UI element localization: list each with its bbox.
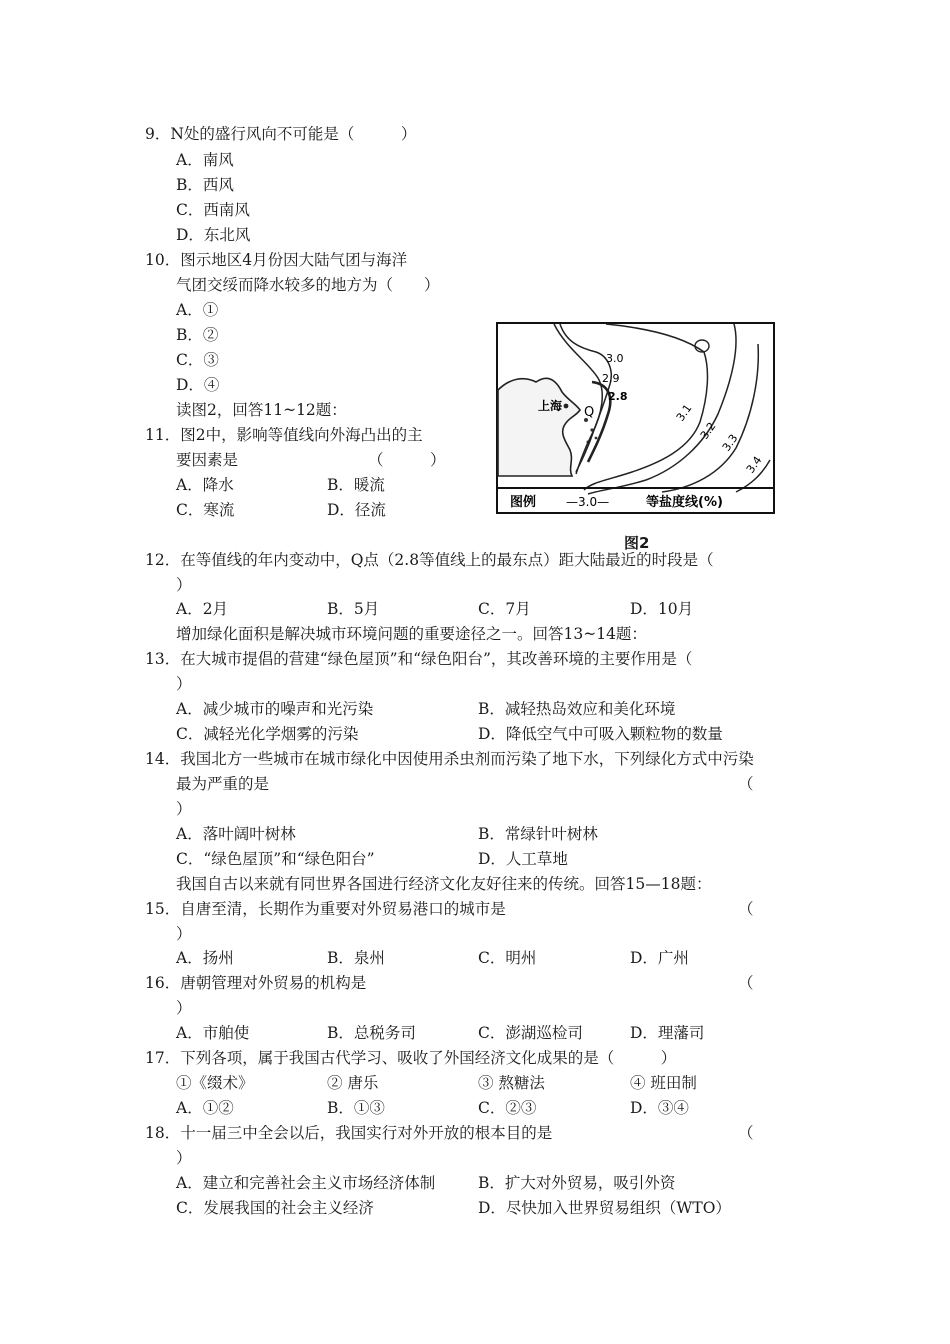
q12-option-d: D．10月: [630, 600, 694, 618]
q17-item-1: ①《缀术》: [176, 1074, 254, 1092]
q16-option-b: B．总税务司: [327, 1024, 416, 1042]
q13-close-paren: ）: [176, 675, 192, 693]
q14-option-b: B．常绿针叶树林: [478, 825, 598, 843]
q15-stem: 15．自唐至清，长期作为重要对外贸易港口的城市是: [145, 900, 506, 918]
q11-option-d: D．径流: [327, 501, 386, 519]
q16-option-c: C．澎湖巡检司: [478, 1024, 583, 1042]
q17-option-c: C．②③: [478, 1099, 537, 1117]
q9-option-d: D．东北风: [176, 226, 251, 244]
legend-sample: —3.0—: [566, 495, 610, 509]
q16-option-a: A．市舶使: [176, 1024, 250, 1042]
legend-title: 图例: [510, 495, 537, 510]
q9-option-a: A．南风: [176, 151, 234, 169]
q18-option-a: A．建立和完善社会主义市场经济体制: [176, 1174, 436, 1192]
shanghai-marker: [564, 404, 569, 409]
q11-option-b: B．暖流: [327, 476, 385, 494]
q9-stem: 9．N处的盛行风向不可能是（ ）: [145, 125, 417, 143]
q10-option-a: A．①: [176, 301, 219, 319]
q15-close-paren: ）: [176, 925, 192, 943]
q14-stem-line2: 最为严重的是: [176, 775, 270, 793]
q18-open-paren: （: [738, 1124, 754, 1142]
q13-stem: 13．在大城市提倡的营建“绿色屋顶”和“绿色阳台”，其改善环境的主要作用是（: [145, 650, 693, 668]
q15-option-d: D．广州: [630, 949, 689, 967]
q10-stem-line2: 气团交绥而降水较多的地方为（ ）: [176, 276, 440, 294]
q13-option-a: A．减少城市的噪声和光污染: [176, 700, 374, 718]
q13-option-d: D．降低空气中可吸入颗粒物的数量: [478, 725, 723, 743]
contour-label-2-8: 2.8: [608, 390, 628, 403]
contour-label-3-2: 3.2: [697, 419, 719, 442]
q17-stem: 17．下列各项，属于我国古代学习、吸收了外国经济文化成果的是（ ）: [145, 1049, 677, 1067]
q12-close-paren: ）: [176, 576, 192, 594]
contour-label-3-1: 3.1: [673, 401, 695, 424]
intro-13-14: 增加绿化面积是解决城市环境问题的重要途径之一。回答13~14题：: [176, 625, 647, 643]
q14-option-c: C．“绿色屋顶”和“绿色阳台”: [176, 850, 375, 868]
q17-option-b: B．①③: [327, 1099, 385, 1117]
q16-option-d: D．理藩司: [630, 1024, 705, 1042]
q16-open-paren: （: [738, 974, 754, 992]
q17-item-4: ④ 班田制: [630, 1074, 697, 1092]
q10-option-d: D．④: [176, 376, 220, 394]
q17-item-3: ③ 熬糖法: [478, 1074, 545, 1092]
island: [595, 437, 598, 440]
q15-open-paren: （: [738, 900, 754, 918]
q11-option-c: C．寒流: [176, 501, 235, 519]
q13-option-b: B．减轻热岛效应和美化环境: [478, 700, 676, 718]
q16-stem: 16．唐朝管理对外贸易的机构是: [145, 974, 367, 992]
intro-11-12: 读图2，回答11~12题：: [176, 401, 347, 419]
q10-option-c: C．③: [176, 351, 219, 369]
q14-option-d: D．人工草地: [478, 850, 568, 868]
q12-option-a: A．2月: [176, 600, 229, 618]
q18-option-c: C．发展我国的社会主义经济: [176, 1199, 374, 1217]
q10-stem-line1: 10．图示地区4月份因大陆气团与海洋: [145, 251, 408, 269]
q18-option-b: B．扩大对外贸易，吸引外资: [478, 1174, 676, 1192]
q16-close-paren: ）: [176, 999, 192, 1017]
q17-item-2: ② 唐乐: [327, 1074, 379, 1092]
q18-stem: 18．十一届三中全会以后，我国实行对外开放的根本目的是: [145, 1124, 553, 1142]
q14-stem-line1: 14．我国北方一些城市在城市绿化中因使用杀虫剂而污染了地下水，下列绿化方式中污染: [145, 750, 754, 768]
contour-label-3-3: 3.3: [719, 431, 741, 454]
q15-option-a: A．扬州: [176, 949, 234, 967]
q9-option-b: B．西风: [176, 176, 234, 194]
q15-option-b: B．泉州: [327, 949, 385, 967]
q11-stem-line1: 11．图2中，影响等值线向外海凸出的主: [145, 426, 423, 444]
q12-option-c: C．7月: [478, 600, 531, 618]
q11-option-a: A．降水: [176, 476, 234, 494]
q9-option-c: C．西南风: [176, 201, 250, 219]
contour-label-3-0: 3.0: [606, 352, 624, 365]
legend-text: 等盐度线(%): [646, 495, 723, 510]
q11-paren: （ ）: [368, 451, 446, 469]
q15-option-c: C．明州: [478, 949, 537, 967]
q12-option-b: B．5月: [327, 600, 380, 618]
figure-caption: 图2: [624, 534, 650, 552]
q17-option-a: A．①②: [176, 1099, 234, 1117]
q11-stem-line2: 要因素是: [176, 451, 239, 469]
q14-close-paren: ）: [176, 800, 192, 818]
salinity-contour-map: [496, 322, 775, 514]
q17-option-d: D．③④: [630, 1099, 689, 1117]
intro-15-18: 我国自古以来就有同世界各国进行经济文化友好往来的传统。回答15—18题：: [176, 875, 712, 893]
q18-close-paren: ）: [176, 1149, 192, 1167]
q12-stem: 12．在等值线的年内变动中，Q点（2.8等值线上的最东点）距大陆最近的时段是（: [145, 551, 714, 569]
q14-option-a: A．落叶阔叶树林: [176, 825, 296, 843]
point-q-label: Q: [584, 405, 595, 420]
contour-label-3-4: 3.4: [743, 453, 765, 476]
q18-option-d: D．尽快加入世界贸易组织（WTO）: [478, 1199, 731, 1217]
q13-option-c: C．减轻光化学烟雾的污染: [176, 725, 359, 743]
city-label-shanghai: 上海: [538, 399, 563, 413]
q10-option-b: B．②: [176, 326, 219, 344]
q14-open-paren: （: [738, 775, 754, 793]
contour-label-2-9: 2.9: [602, 372, 620, 385]
